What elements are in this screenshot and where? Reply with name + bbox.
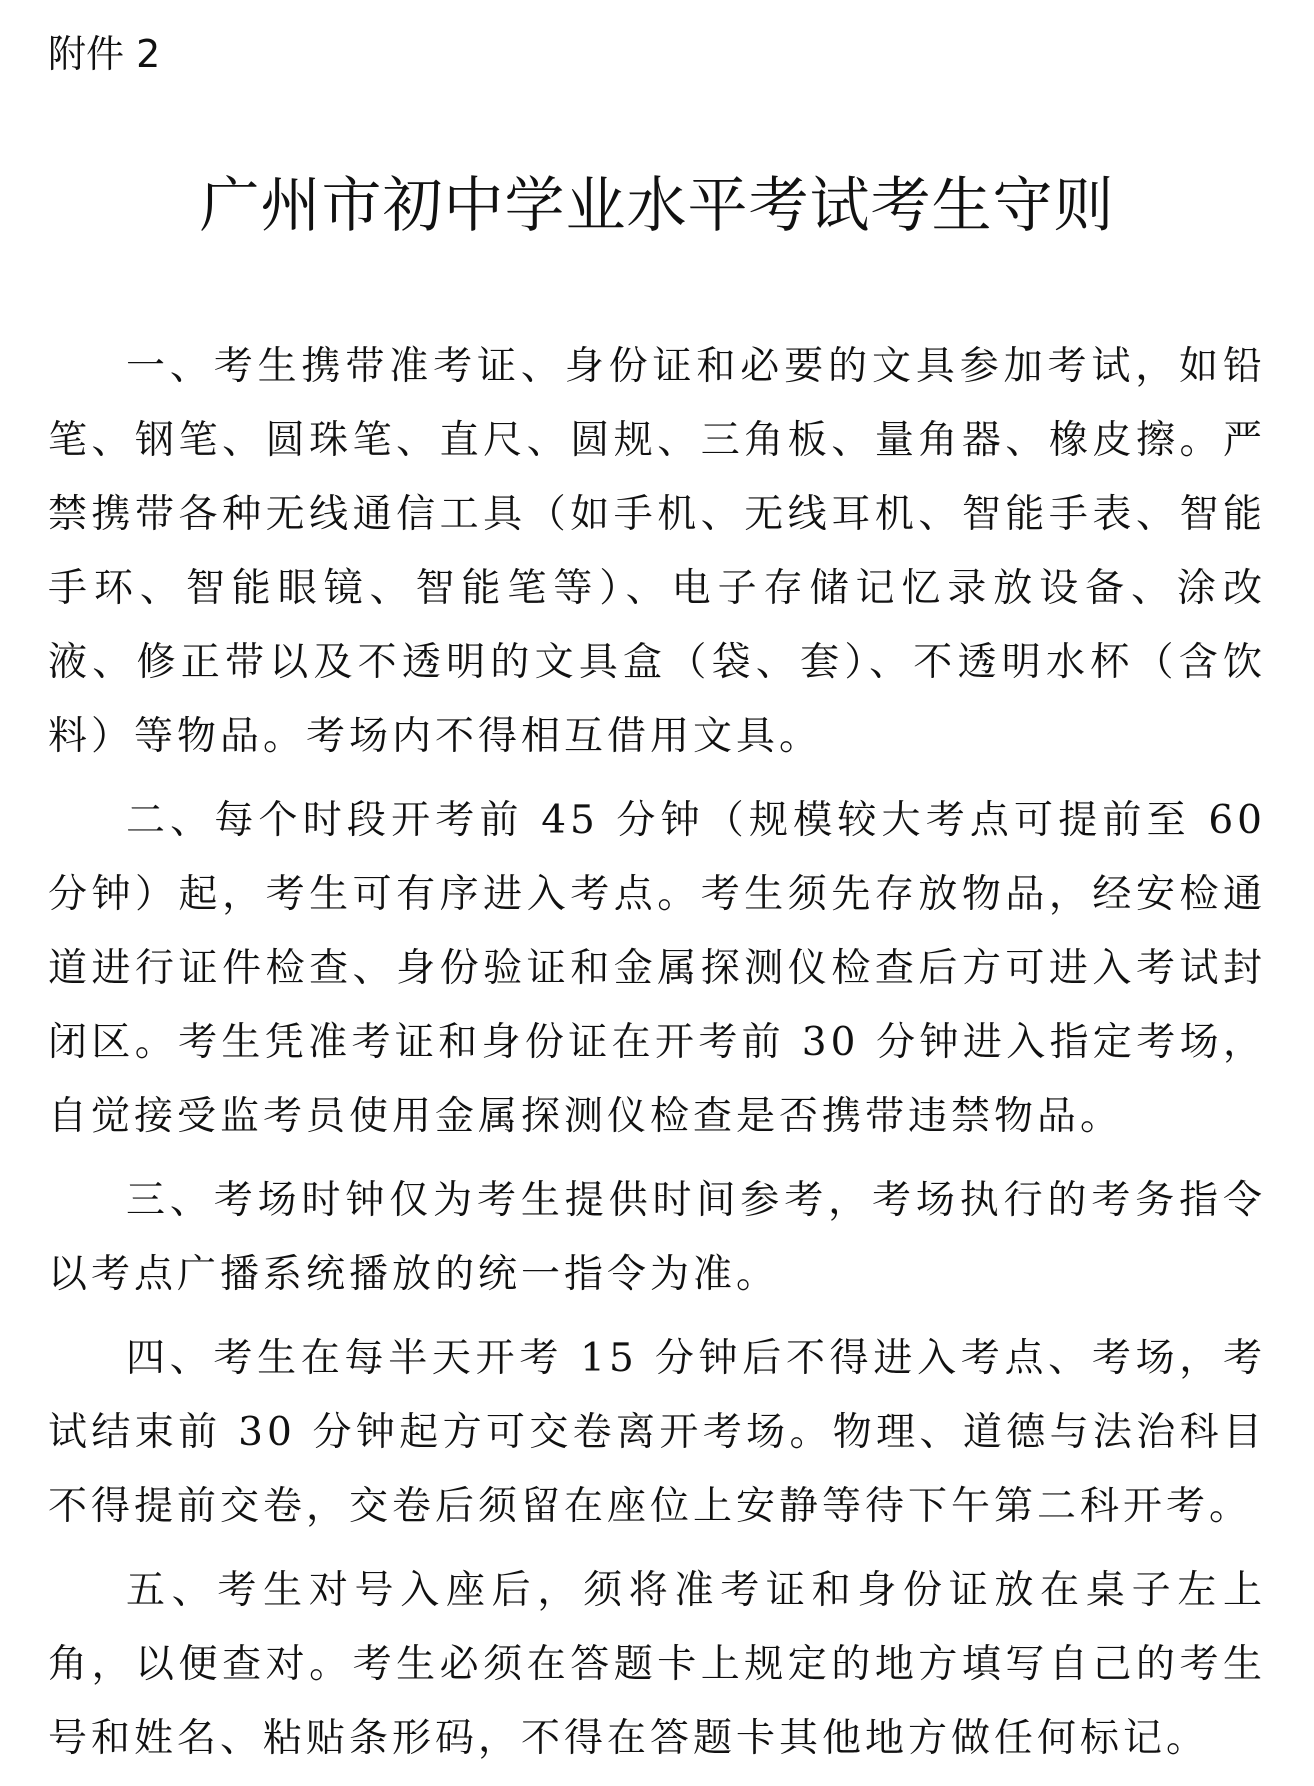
document-title: 广州市初中学业水平考试考生守则: [199, 171, 1115, 241]
rule-paragraph-5: 五、考生对号入座后，须将准考证和身份证放在桌子左上角，以便查对。考生必须在答题卡上规定的地方填写自己的考生号和姓名、粘贴条形码，不得在答题卡其他地方做任何标记。: [48, 1568, 1266, 1761]
document-body: [48, 330, 1266, 1786]
attachment-label: 附件 2: [48, 32, 161, 76]
rule-paragraph-1: 一、考生携带准考证、身份证和必要的文具参加考试，如铅笔、钢笔、圆珠笔、直尺、圆规、三角板、量角器、橡皮擦。严禁携带各种无线通信工具（如手机、无线耳机、智能手表、智能手环、智能眼镜、智能笔等）、电子存储记忆录放设备、涂改液、修正带以及不透明的文具盒（袋、套）、不透明水杯（含饮料）等物品。考场内不得相互借用文具。: [48, 344, 1266, 759]
rule-paragraph-4: 四、考生在每半天开考 15 分钟后不得进入考点、考场，考试结束前 30 分钟起方可交卷离开考场。物理、道德与法治科目不得提前交卷，交卷后须留在座位上安静等待下午第二科开考。: [48, 1336, 1266, 1529]
rule-paragraph-3: 三、考场时钟仅为考生提供时间参考，考场执行的考务指令以考点广播系统播放的统一指令为准。: [48, 1178, 1266, 1297]
rule-paragraph-2: 二、每个时段开考前 45 分钟（规模较大考点可提前至 60 分钟）起，考生可有序进入考点。考生须先存放物品，经安检通道进行证件检查、身份验证和金属探测仪检查后方可进入考试封闭区。考生凭准考证和身份证在开考前 30 分钟进入指定考场，自觉接受监考员使用金属探测仪检查是否携带违禁物品。: [48, 798, 1266, 1139]
